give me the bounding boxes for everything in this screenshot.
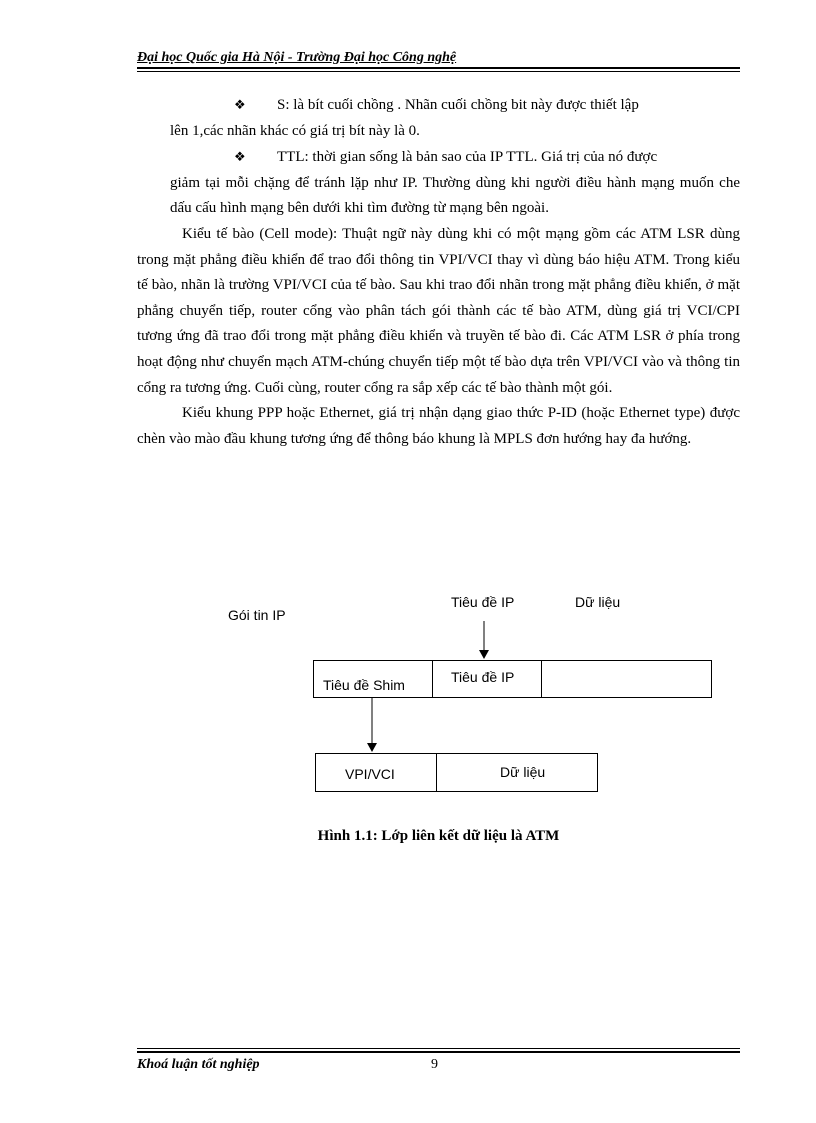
footer-title: Khoá luận tốt nghiệp bbox=[137, 1057, 260, 1072]
page-number: 9 bbox=[431, 1057, 438, 1072]
body-text bbox=[137, 92, 740, 452]
footer-rule-thin bbox=[137, 1048, 740, 1049]
bullet-item bbox=[137, 144, 740, 171]
box-data-label: Dữ liệu bbox=[500, 764, 546, 780]
header-rule-thin bbox=[137, 71, 740, 72]
bullet-item bbox=[137, 92, 740, 119]
paragraph-frame-mode: Kiểu khung PPP hoặc Ethernet, giá trị nhận dạng giao thức P-ID (hoặc Ethernet type) được chèn vào mào đầu khung tương ứng để thông báo khung là MPLS đơn hướng hay đa hướng. bbox=[137, 405, 740, 447]
arrow-head-ip-header bbox=[479, 650, 489, 659]
page-header-title: Đại học Quốc gia Hà Nội - Trường Đại học Công nghệ bbox=[137, 50, 457, 65]
box-ip-header-label: Tiêu đề IP bbox=[451, 669, 515, 685]
bullet-first-line: TTL: thời gian sống là bản sao của IP TTL. Giá trị của nó được bbox=[277, 149, 658, 166]
diamond-bullet-icon: ❖ bbox=[234, 97, 246, 112]
arrow-head-shim bbox=[367, 743, 377, 752]
diamond-bullet-icon: ❖ bbox=[234, 149, 246, 165]
label-ip-packet: Gói tin IP bbox=[228, 607, 286, 623]
label-ip-header-top: Tiêu đề IP bbox=[451, 594, 515, 610]
paragraph-cell-mode: Kiểu tế bào (Cell mode): Thuật ngữ này dùng khi có một mạng gồm các ATM LSR dùng trong mặt phẳng điều khiển để trao đổi thông tin VPI/VCI thay vì dùng báo hiệu ATM. Trong kiểu tế bào, nhãn là trường VPI/VCI của tế bào. Sau khi trao đổi nhãn trong mặt phẳng điều khiển, ở mặt phẳng chuyển tiếp, router cổng vào phân tách gói thành các tế bào ATM, dùng giá trị VCI/CPI tương ứng đã trao đổi trong mặt phẳng điều khiển và truyền tế bào đi. Các ATM LSR ở phía trong hoạt động như chuyển mạch ATM-chúng chuyển tiếp một tế bào dựa trên VPI/VCI vào và thông tin cổng ra tương ứng. Cuối cùng, router cổng ra sắp xếp các tế bào thành một gói. bbox=[137, 225, 740, 396]
box-vpi-vci-label: VPI/VCI bbox=[345, 766, 395, 782]
box-shim-header-label: Tiêu đề Shim bbox=[323, 677, 405, 693]
footer-rule-thick bbox=[137, 1051, 740, 1053]
bullet-continuation: lên 1,các nhãn khác có giá trị bít này là 0. bbox=[170, 122, 420, 139]
bullet-first-line: S: là bít cuối chồng . Nhãn cuối chồng bit này được thiết lập bbox=[277, 97, 639, 113]
figure-caption: Hình 1.1: Lớp liên kết dữ liệu là ATM bbox=[317, 828, 560, 844]
label-data-top: Dữ liệu bbox=[575, 594, 621, 610]
header-rule-thick bbox=[137, 67, 740, 69]
bullet-continuation: giảm tại mỗi chặng để tránh lặp như IP. Thường dùng khi người điều hành mạng muốn che dấu cấu hình mạng bên dưới khi tìm đường từ mạng bên ngoài. bbox=[170, 174, 740, 217]
